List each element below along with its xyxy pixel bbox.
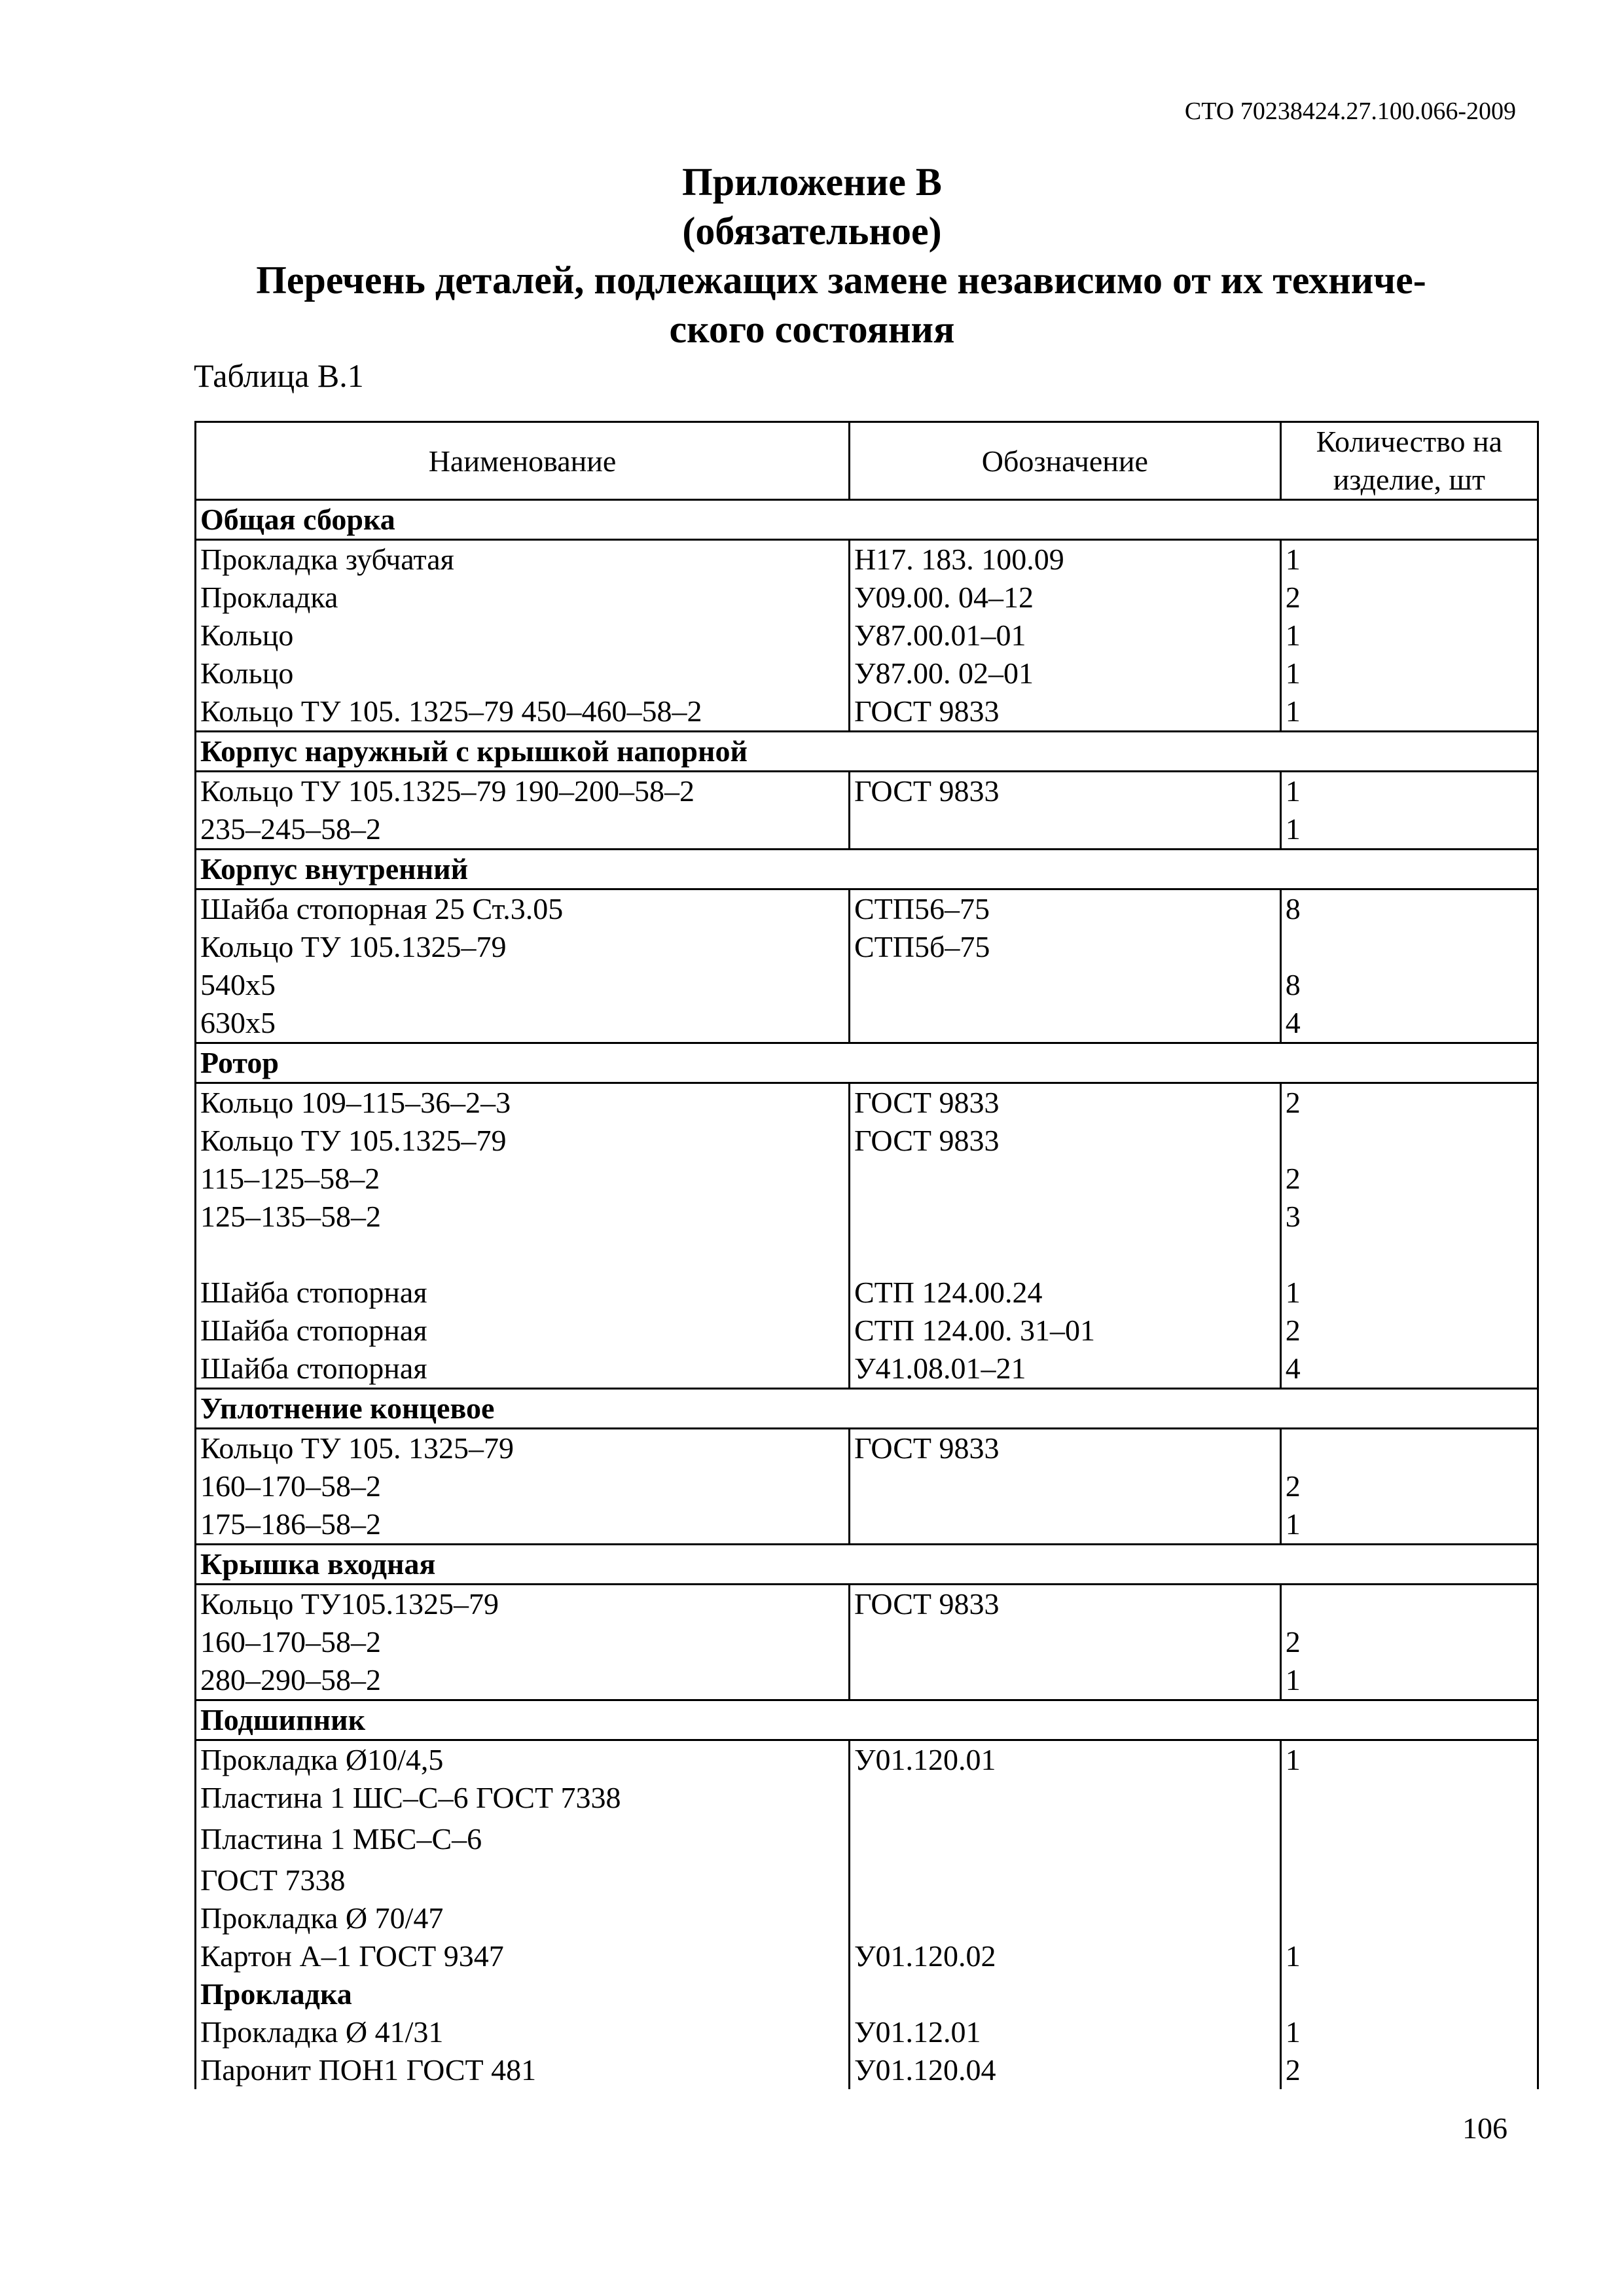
table-row xyxy=(196,1312,1538,1350)
cell-name: Кольцо xyxy=(196,617,850,655)
cell-quantity: 1 xyxy=(1280,1274,1538,1312)
header-name: Наименование xyxy=(196,422,850,500)
cell-name: Шайба стопорная xyxy=(196,1274,850,1312)
cell-designation: СТП5б–75 xyxy=(849,928,1280,966)
cell-name: 630х5 xyxy=(196,1004,850,1043)
table-row xyxy=(196,1467,1538,1505)
table-row xyxy=(196,692,1538,732)
section-row xyxy=(196,1043,1538,1083)
table-row xyxy=(196,1083,1538,1122)
cell-quantity: 4 xyxy=(1280,1004,1538,1043)
cell-name: Картон А–1 ГОСТ 9347 xyxy=(196,1937,850,1975)
cell-designation xyxy=(849,810,1280,850)
cell-empty xyxy=(849,1236,1280,1274)
cell-quantity: 2 xyxy=(1280,579,1538,617)
table-row xyxy=(196,1585,1538,1624)
cell-designation: ГОСТ 9833 xyxy=(849,692,1280,732)
cell-empty xyxy=(1280,1975,1538,2013)
page-number: 106 xyxy=(1462,2111,1507,2145)
cell-designation: У01.120.01 xyxy=(849,1740,1280,1780)
section-row xyxy=(196,850,1538,889)
cell-name: Кольцо ТУ 105.1325–79 xyxy=(196,928,850,966)
cell-quantity xyxy=(1280,1817,1538,1861)
cell-designation: У01.120.02 xyxy=(849,1937,1280,1975)
cell-quantity: 1 xyxy=(1280,617,1538,655)
cell-designation xyxy=(849,1467,1280,1505)
cell-quantity xyxy=(1280,1861,1538,1899)
cell-quantity: 8 xyxy=(1280,966,1538,1004)
table-row xyxy=(196,1937,1538,1975)
cell-designation xyxy=(849,1861,1280,1899)
cell-name: Прокладка Ø10/4,5 xyxy=(196,1740,850,1780)
cell-name: Шайба стопорная 25 Ст.3.05 xyxy=(196,889,850,929)
cell-quantity: 2 xyxy=(1280,1160,1538,1198)
cell-name: Кольцо 109–115–36–2–3 xyxy=(196,1083,850,1122)
cell-designation: Н17. 183. 100.09 xyxy=(849,540,1280,579)
cell-quantity xyxy=(1280,928,1538,966)
document-code: СТО 70238424.27.100.066-2009 xyxy=(1184,98,1516,125)
table-row xyxy=(196,1779,1538,1817)
cell-designation xyxy=(849,1817,1280,1861)
cell-name: Прокладка xyxy=(196,579,850,617)
table-header-row xyxy=(196,422,1538,500)
cell-name: 280–290–58–2 xyxy=(196,1661,850,1700)
cell-name: 115–125–58–2 xyxy=(196,1160,850,1198)
section-row xyxy=(196,500,1538,540)
cell-designation: У01.120.04 xyxy=(849,2051,1280,2089)
table-label: Таблица В.1 xyxy=(194,357,364,394)
cell-quantity: 8 xyxy=(1280,889,1538,929)
cell-name: 235–245–58–2 xyxy=(196,810,850,850)
appendix-heading-line-1: Перечень деталей, подлежащих замене независимо от их техниче- xyxy=(256,259,1426,302)
section-title: Крышка входная xyxy=(196,1545,1538,1585)
cell-designation xyxy=(849,966,1280,1004)
header-quantity-line-2: изделие, шт xyxy=(1333,463,1485,496)
table-row xyxy=(196,540,1538,579)
cell-designation xyxy=(849,1623,1280,1661)
table-row xyxy=(196,1160,1538,1198)
table-row xyxy=(196,1505,1538,1545)
table-row xyxy=(196,1899,1538,1937)
cell-designation xyxy=(849,1004,1280,1043)
cell-name: 160–170–58–2 xyxy=(196,1467,850,1505)
appendix-title: Приложение В xyxy=(682,160,942,204)
table-row xyxy=(196,1623,1538,1661)
cell-quantity: 1 xyxy=(1280,1661,1538,1700)
cell-designation: ГОСТ 9833 xyxy=(849,1429,1280,1468)
cell-name: 125–135–58–2 xyxy=(196,1198,850,1236)
cell-quantity: 1 xyxy=(1280,772,1538,811)
table-row xyxy=(196,1004,1538,1043)
cell-name: 540х5 xyxy=(196,966,850,1004)
table-row xyxy=(196,772,1538,811)
table-row xyxy=(196,810,1538,850)
cell-designation: ГОСТ 9833 xyxy=(849,1083,1280,1122)
cell-quantity: 2 xyxy=(1280,2051,1538,2089)
header-quantity-line-1: Количество на xyxy=(1316,425,1503,458)
cell-name: Пластина 1 МБС–С–6 xyxy=(196,1817,850,1861)
cell-designation xyxy=(849,1505,1280,1545)
cell-quantity: 2 xyxy=(1280,1623,1538,1661)
cell-name: Кольцо ТУ 105.1325–79 xyxy=(196,1122,850,1160)
appendix-status: (обязательное) xyxy=(682,209,942,253)
cell-quantity: 2 xyxy=(1280,1467,1538,1505)
cell-designation: ГОСТ 9833 xyxy=(849,772,1280,811)
cell-name: Кольцо ТУ 105.1325–79 190–200–58–2 xyxy=(196,772,850,811)
table-row xyxy=(196,1350,1538,1389)
blank-row xyxy=(196,1236,1538,1274)
cell-designation: ГОСТ 9833 xyxy=(849,1585,1280,1624)
cell-name: Паронит ПОН1 ГОСТ 481 xyxy=(196,2051,850,2089)
cell-quantity: 1 xyxy=(1280,1505,1538,1545)
cell-designation xyxy=(849,1899,1280,1937)
cell-designation xyxy=(849,1661,1280,1700)
section-row xyxy=(196,1545,1538,1585)
parts-table xyxy=(194,421,1539,2089)
section-title: Корпус внутренний xyxy=(196,850,1538,889)
cell-empty xyxy=(1280,1236,1538,1274)
header-designation: Обозначение xyxy=(849,422,1280,500)
cell-name: Кольцо ТУ 105. 1325–79 xyxy=(196,1429,850,1468)
section-title: Корпус наружный с крышкой напорной xyxy=(196,732,1538,772)
table-row xyxy=(196,1198,1538,1236)
cell-quantity xyxy=(1280,1585,1538,1624)
table-row xyxy=(196,1661,1538,1700)
cell-quantity: 1 xyxy=(1280,692,1538,732)
cell-designation: СТП 124.00. 31–01 xyxy=(849,1312,1280,1350)
section-row xyxy=(196,1975,1538,2013)
table-row xyxy=(196,1274,1538,1312)
table-row xyxy=(196,889,1538,929)
section-title: Ротор xyxy=(196,1043,1538,1083)
section-row xyxy=(196,1389,1538,1429)
appendix-heading-line-2: ского состояния xyxy=(669,308,955,351)
cell-name: 175–186–58–2 xyxy=(196,1505,850,1545)
cell-designation: У87.00.01–01 xyxy=(849,617,1280,655)
cell-designation: У09.00. 04–12 xyxy=(849,579,1280,617)
cell-designation: ГОСТ 9833 xyxy=(849,1122,1280,1160)
cell-quantity: 1 xyxy=(1280,1740,1538,1780)
cell-designation: У87.00. 02–01 xyxy=(849,655,1280,692)
table-row xyxy=(196,1861,1538,1899)
cell-designation: У41.08.01–21 xyxy=(849,1350,1280,1389)
cell-quantity xyxy=(1280,1779,1538,1817)
cell-quantity: 3 xyxy=(1280,1198,1538,1236)
cell-designation xyxy=(849,1779,1280,1817)
cell-name: Кольцо xyxy=(196,655,850,692)
header-quantity xyxy=(1280,422,1538,500)
cell-name: Прокладка Ø 41/31 xyxy=(196,2013,850,2051)
table-row xyxy=(196,655,1538,692)
cell-name: Пластина 1 ШС–С–6 ГОСТ 7338 xyxy=(196,1779,850,1817)
table-row xyxy=(196,1122,1538,1160)
cell-quantity: 1 xyxy=(1280,2013,1538,2051)
table-row xyxy=(196,1740,1538,1780)
cell-name: Прокладка Ø 70/47 xyxy=(196,1899,850,1937)
cell-empty xyxy=(849,1975,1280,2013)
table-row xyxy=(196,2051,1538,2089)
table-row xyxy=(196,617,1538,655)
table-row xyxy=(196,928,1538,966)
section-title: Уплотнение концевое xyxy=(196,1389,1538,1429)
cell-name: Кольцо ТУ 105. 1325–79 450–460–58–2 xyxy=(196,692,850,732)
cell-name: Прокладка зубчатая xyxy=(196,540,850,579)
cell-name: Шайба стопорная xyxy=(196,1350,850,1389)
section-title: Прокладка xyxy=(196,1975,850,2013)
cell-quantity xyxy=(1280,1429,1538,1468)
cell-quantity: 2 xyxy=(1280,1083,1538,1122)
cell-designation: СТП56–75 xyxy=(849,889,1280,929)
cell-name: Шайба стопорная xyxy=(196,1312,850,1350)
cell-quantity xyxy=(1280,1899,1538,1937)
cell-name: 160–170–58–2 xyxy=(196,1623,850,1661)
section-row xyxy=(196,1700,1538,1740)
section-row xyxy=(196,732,1538,772)
table-row xyxy=(196,1429,1538,1468)
cell-designation xyxy=(849,1160,1280,1198)
cell-designation: СТП 124.00.24 xyxy=(849,1274,1280,1312)
cell-quantity: 1 xyxy=(1280,655,1538,692)
table-row xyxy=(196,2013,1538,2051)
cell-quantity: 1 xyxy=(1280,540,1538,579)
table-row xyxy=(196,966,1538,1004)
cell-quantity: 4 xyxy=(1280,1350,1538,1389)
cell-quantity: 2 xyxy=(1280,1312,1538,1350)
section-title: Общая сборка xyxy=(196,500,1538,540)
cell-designation xyxy=(849,1198,1280,1236)
cell-empty xyxy=(196,1236,850,1274)
table-row xyxy=(196,1817,1538,1861)
cell-designation: У01.12.01 xyxy=(849,2013,1280,2051)
cell-quantity: 1 xyxy=(1280,1937,1538,1975)
cell-quantity xyxy=(1280,1122,1538,1160)
cell-quantity: 1 xyxy=(1280,810,1538,850)
table-row xyxy=(196,579,1538,617)
section-title: Подшипник xyxy=(196,1700,1538,1740)
cell-name: Кольцо ТУ105.1325–79 xyxy=(196,1585,850,1624)
cell-name: ГОСТ 7338 xyxy=(196,1861,850,1899)
